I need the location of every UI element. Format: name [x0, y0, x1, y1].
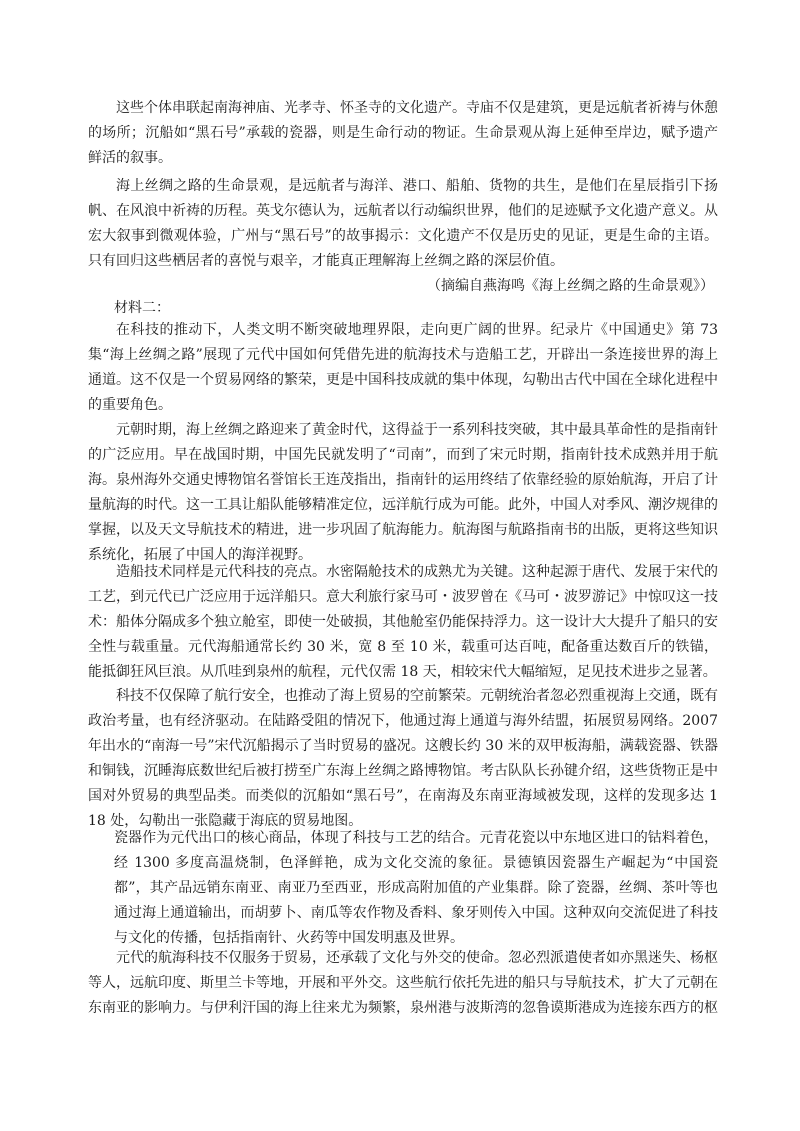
- source-citation: （摘编自燕海鸣《海上丝绸之路的生命景观》）: [427, 278, 714, 294]
- paragraph-life-landscape: 海上丝绸之路的生命景观，是远航者与海洋、港口、船舶、货物的共生，是他们在星辰指引下扬帆、在风浪中祈祷的历程。英戈尔德认为，远航者以行动编织世界，他们的足迹赋予文化遗产意义。从宏大叙事到微观体验，广州与“黑石号”的故事揭示：文化遗产不仅是历史的见证，更是生命的主语。只有回归这些栖居者的喜悦与艰辛，才能真正理解海上丝绸之路的深层价值。: [88, 178, 718, 269]
- paragraph-porcelain: 瓷器作为元代出口的核心商品，体现了科技与工艺的结合。元青花瓷以中东地区进口的钴料着色，经 1300 多度高温烧制，色泽鲜艳，成为文化交流的象征。景德镇因瓷器生产崛起为“中国瓷都”，其产品远销东南亚、南亚乃至西亚，形成高附加值的产业集群。除了瓷器，丝绸、茶叶等也通过海上通道输出，而胡萝卜、南瓜等农作物及香料、象牙则传入中国。这种双向交流促进了科技与文化的传播，包括指南针、火药等中国发明惠及世界。: [114, 830, 718, 946]
- paragraph-diplomacy: 元代的航海科技不仅服务于贸易，还承载了文化与外交的使命。忽必烈派遣使者如亦黑迷失、杨枢等人，远航印度、斯里兰卡等地，开展和平外交。这些航行依托先进的船只与导航技术，扩大了元朝在东南亚的影响力。与伊利汗国的海上往来尤为频繁，泉州港与波斯湾的忽鲁谟斯港成为连接东西方的枢: [88, 950, 718, 1016]
- paragraph-tech-intro: 在科技的推动下，人类文明不断突破地理界限，走向更广阔的世界。纪录片《中国通史》第 73 集“海上丝绸之路”展现了元代中国如何凭借先进的航海技术与造船工艺，开辟出一条连接世界的海上通道。这不仅是一个贸易网络的繁荣，更是中国科技成就的集中体现，勾勒出古代中国在全球化进程中的重要角色。: [88, 322, 718, 413]
- material-two-label: 材料二：: [114, 300, 170, 316]
- paragraph-heritage-sites: 这些个体串联起南海神庙、光孝寺、怀圣寺的文化遗产。寺庙不仅是建筑，更是远航者祈祷与休憩的场所；沉船如“黑石号”承载的瓷器，则是生命行动的物证。生命景观从海上延伸至岸边，赋予遗产鲜活的叙事。: [88, 100, 718, 166]
- paragraph-trade-prosperity: 科技不仅保障了航行安全，也推动了海上贸易的空前繁荣。元朝统治者忽必烈重视海上交通，既有政治考量，也有经济驱动。在陆路受阻的情况下，他通过海上通道与海外结盟，拓展贸易网络。2007 年出水的“南海一号”宋代沉船揭示了当时贸易的盛况。这艘长约 30 米的双甲板海船，满载瓷器、铁器和铜钱，沉睡海底数世纪后被打捞至广东海上丝绸之路博物馆。考古队队长孙键介绍，这些货物正是中国对外贸易的典型品类。而类似的沉船如“黑石号”，在南海及东南亚海域被发现，这样的发现多达 1 18 处，勾勒出一张隐藏于海底的贸易地图。: [88, 688, 718, 829]
- paragraph-shipbuilding: 造船技术同样是元代科技的亮点。水密隔舱技术的成熟尤为关键。这种起源于唐代、发展于宋代的工艺，到元代已广泛应用于远洋船只。意大利旅行家马可・波罗曾在《马可・波罗游记》中惊叹这一技术：船体分隔成多个独立舱室，即使一处破损，其他舱室仍能保持浮力。这一设计大大提升了船只的安全性与载重量。元代海船通常长约 30 米，宽 8 至 10 米，载重可达百吨，配备重达数百斤的铁锚，能抵御狂风巨浪。从爪哇到泉州的航程，元代仅需 18 天，相较宋代大幅缩短，足见技术进步之显著。: [88, 564, 718, 680]
- paragraph-compass: 元朝时期，海上丝绸之路迎来了黄金时代，这得益于一系列科技突破，其中最具革命性的是指南针的广泛应用。早在战国时期，中国先民就发明了“司南”，而到了宋元时期，指南针技术成熟并用于航海。泉州海外交通史博物馆名誉馆长王连茂指出，指南针的运用终结了依靠经验的原始航海，开启了计量航海的时代。这一工具让船队能够精准定位，远洋航行成为可能。此外，中国人对季风、潮汐规律的掌握，以及天文导航技术的精进，进一步巩固了航海能力。航海图与航路指南书的出版，更将这些知识系统化，拓展了中国人的海洋视野。: [88, 422, 718, 563]
